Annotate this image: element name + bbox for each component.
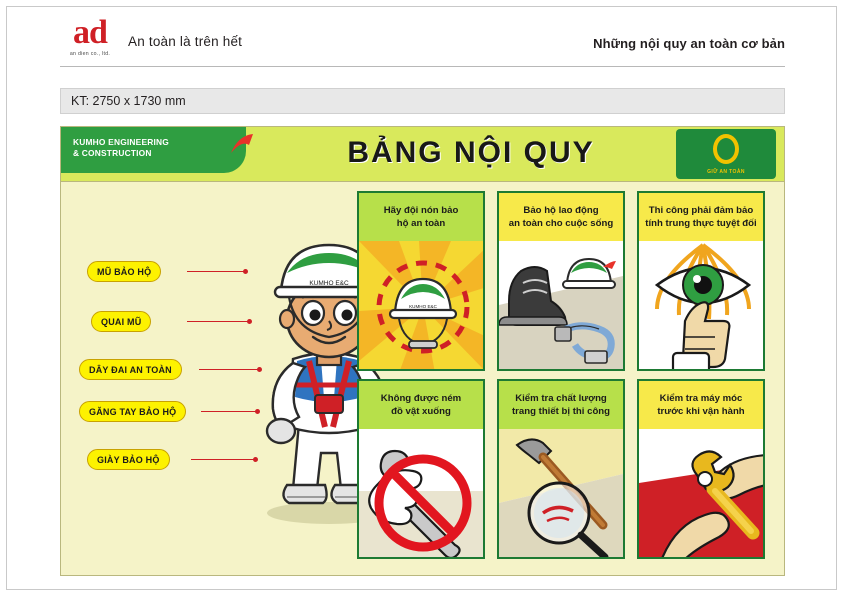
kumho-company-name — [73, 137, 169, 159]
leader-line-3 — [199, 369, 261, 370]
panel-ppe-title-line2: an toàn cho cuộc sống — [508, 218, 614, 229]
panel-helmet-title-line1: Hãy đội nón bảo — [383, 205, 459, 216]
label-mu-bao-ho[interactable]: MŨ BẢO HỘ — [87, 261, 161, 282]
panel-no-throw-art — [359, 429, 483, 557]
panel-machine-title-line2: trước khi vận hành — [657, 406, 745, 417]
panel-machine-art — [639, 429, 763, 557]
poster-top-band — [61, 127, 784, 182]
header-slogan: An toàn là trên hết — [128, 34, 243, 49]
panel-quality-check[interactable] — [497, 379, 625, 559]
panel-machine-title — [639, 381, 763, 429]
poster-artboard — [60, 126, 785, 576]
panel-ppe-art — [499, 241, 623, 369]
label-quai-mu[interactable]: QUAI MŨ — [91, 311, 151, 332]
label-gang-tay-bao-ho[interactable]: GĂNG TAY BẢO HỘ — [79, 401, 186, 422]
panel-honesty-title-line1: Thi công phải đảm bảo — [648, 205, 754, 216]
seal-ring-icon — [713, 134, 739, 164]
panel-quality-title-line2: trang thiết bị thi công — [511, 406, 611, 417]
panel-helmet-title — [359, 193, 483, 241]
panel-honesty[interactable] — [637, 191, 765, 371]
dimension-label: KT: 2750 x 1730 mm — [71, 94, 186, 108]
logo-subtext: an dien co., ltd. — [69, 51, 111, 57]
header-title: Những nội quy an toàn cơ bản — [593, 36, 785, 51]
panel-honesty-title — [639, 193, 763, 241]
kumho-swoosh-icon — [229, 133, 255, 155]
kumho-line-2: & CONSTRUCTION — [73, 148, 152, 158]
panel-helmet-title-line2: hộ an toàn — [396, 218, 446, 229]
company-logo — [60, 14, 120, 62]
panel-helmet[interactable] — [357, 191, 485, 371]
label-day-dai-an-toan[interactable]: DÂY ĐAI AN TOÀN — [79, 359, 182, 380]
seal-caption: GIỮ AN TOÀN — [707, 169, 745, 175]
logo-mark: ad — [73, 14, 107, 51]
panel-ppe-title-line1: Bảo hộ lao động — [523, 205, 599, 216]
leader-line-2 — [187, 321, 251, 322]
panel-no-throw-title — [359, 381, 483, 429]
panel-quality-art — [499, 429, 623, 557]
panel-honesty-title-line2: tính trung thực tuyệt đối — [645, 218, 757, 229]
kumho-line-1: KUMHO ENGINEERING — [73, 137, 169, 147]
label-giay-bao-ho[interactable]: GIÀY BẢO HỘ — [87, 449, 170, 470]
dimension-bar — [60, 88, 785, 114]
panel-quality-title — [499, 381, 623, 429]
leader-line-5 — [191, 459, 257, 460]
panel-ppe[interactable] — [497, 191, 625, 371]
document-header — [60, 14, 785, 60]
panel-ppe-title — [499, 193, 623, 241]
safety-seal — [676, 129, 776, 179]
panel-honesty-art — [639, 241, 763, 369]
leader-line-1 — [187, 271, 247, 272]
panel-helmet-art — [359, 241, 483, 369]
panel-quality-title-line1: Kiểm tra chất lượng — [515, 393, 607, 404]
svg-text:KUMHO E&C: KUMHO E&C — [409, 304, 437, 309]
header-divider — [60, 66, 785, 67]
poster-title: BẢNG NỘI QUY — [347, 136, 595, 169]
panel-no-throw[interactable] — [357, 379, 485, 559]
panel-no-throw-title-line2: đồ vật xuống — [391, 406, 451, 417]
helmet-brand-text: KUMHO E&C — [309, 280, 349, 287]
panel-machine-title-line1: Kiểm tra máy móc — [659, 393, 743, 404]
leader-line-4 — [201, 411, 259, 412]
kumho-logo-tab — [61, 127, 246, 173]
panel-machine-check[interactable] — [637, 379, 765, 559]
panel-no-throw-title-line1: Không được ném — [380, 393, 462, 404]
